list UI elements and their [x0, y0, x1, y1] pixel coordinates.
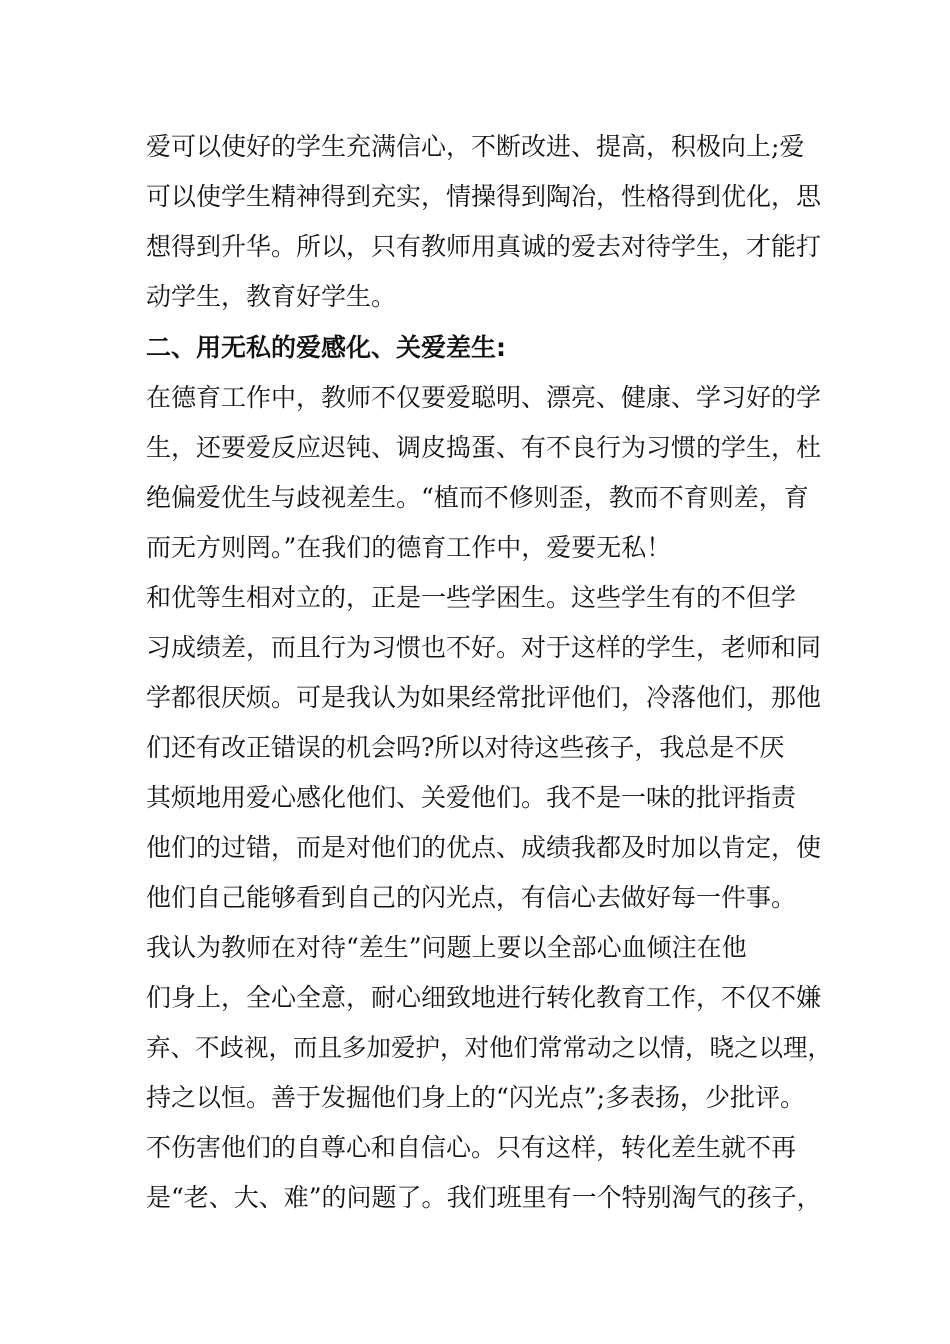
- text-line: 动学生，教育好学生。: [146, 282, 397, 311]
- text-line: 而无方则罔。”在我们的德育工作中，爱要无私！: [146, 533, 672, 562]
- text-line: 想得到升华。所以，只有教师用真诚的爱去对待学生，才能打: [146, 232, 822, 261]
- text-line: 们还有改正错误的机会吗?所以对待这些孩子，我总是不厌: [146, 733, 785, 762]
- text-line: 和优等生相对立的，正是一些学困生。这些学生有的不但学: [146, 583, 797, 612]
- text-line: 爱可以使好的学生充满信心，不断改进、提高，积极向上;爱: [146, 132, 805, 161]
- text-line: 我认为教师在对待“差生”问题上要以全部心血倾注在他: [146, 933, 747, 962]
- text-line: 他们自己能够看到自己的闪光点，有信心去做好每一件事。: [146, 883, 797, 912]
- text-line: 他们的过错，而是对他们的优点、成绩我都及时加以肯定，使: [146, 833, 822, 862]
- section-heading: 二、用无私的爱感化、关爱差生:: [146, 333, 506, 362]
- text-line: 可以使学生精神得到充实，情操得到陶冶，性格得到优化，思: [146, 182, 822, 211]
- text-line: 们身上，全心全意，耐心细致地进行转化教育工作，不仅不嫌: [146, 983, 822, 1012]
- text-line: 习成绩差，而且行为习惯也不好。对于这样的学生，老师和同: [146, 633, 822, 662]
- text-line: 绝偏爱优生与歧视差生。“植而不修则歪，教而不育则差，育: [146, 483, 809, 512]
- text-line: 是“老、大、难”的问题了。我们班里有一个特别淘气的孩子，: [146, 1183, 822, 1212]
- text-line: 弃、不歧视，而且多加爱护，对他们常常动之以情，晓之以理，: [146, 1033, 832, 1062]
- text-line: 学都很厌烦。可是我认为如果经常批评他们，冷落他们，那他: [146, 683, 822, 712]
- text-line: 在德育工作中，教师不仅要爱聪明、漂亮、健康、学习好的学: [146, 383, 822, 412]
- text-line: 持之以恒。善于发掘他们身上的“闪光点”;多表扬，少批评。: [146, 1083, 805, 1112]
- text-line: 生，还要爱反应迟钝、调皮捣蛋、有不良行为习惯的学生，杜: [146, 433, 822, 462]
- text-line: 其烦地用爱心感化他们、关爱他们。我不是一味的批评指责: [146, 783, 797, 812]
- text-line: 不伤害他们的自尊心和自信心。只有这样，转化差生就不再: [146, 1133, 797, 1162]
